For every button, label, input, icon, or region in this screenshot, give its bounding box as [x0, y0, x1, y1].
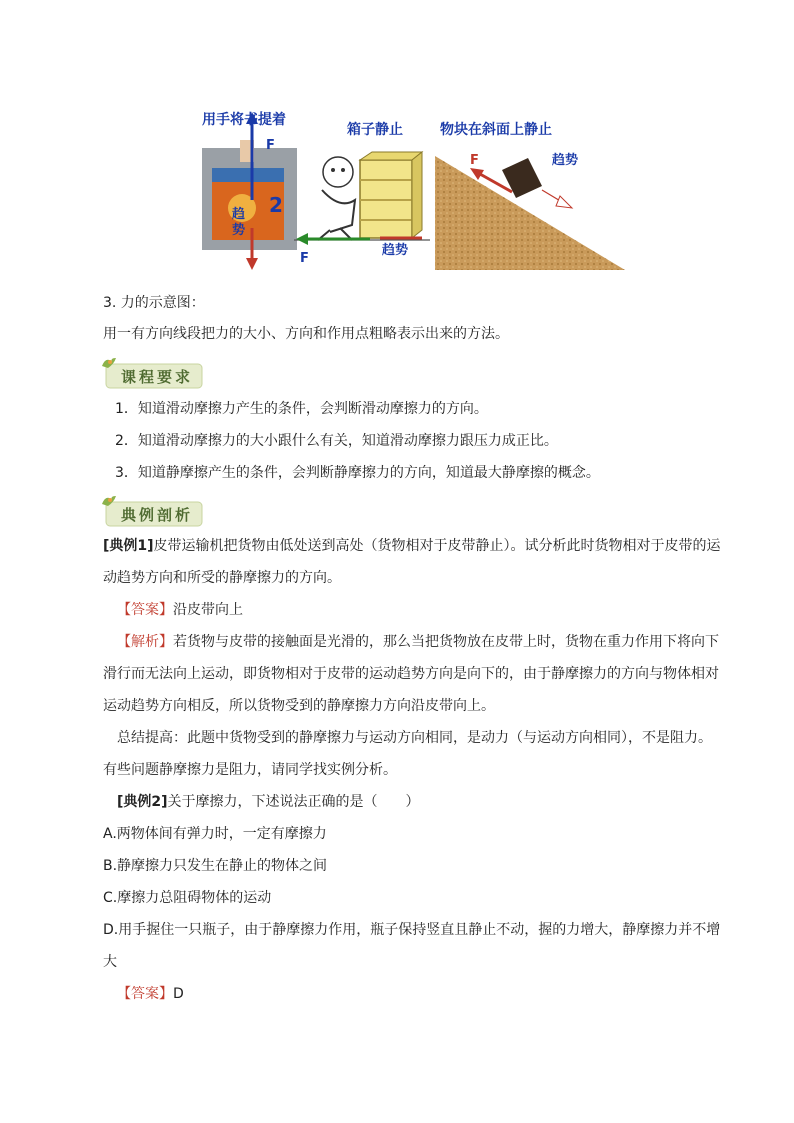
example2-question: [典例2]关于摩擦力，下述说法正确的是（ ）	[117, 794, 420, 810]
box-force-label: F	[300, 251, 309, 266]
static-friction-figure	[190, 100, 630, 275]
incline-trend-label: 趋势	[552, 153, 579, 168]
book-digit: 2	[269, 193, 283, 217]
incline-force-label: F	[470, 153, 479, 168]
answer-tag: 【答案】	[117, 986, 173, 1002]
requirement-item: 2．知道滑动摩擦力的大小跟什么有关，知道滑动摩擦力跟压力成正比。	[115, 433, 558, 449]
requirement-item: 1．知道滑动摩擦力产生的条件，会判断滑动摩擦力的方向。	[115, 401, 488, 417]
example1-summary: 总结提高：此题中货物受到的静摩擦力与运动方向相同，是动力（与运动方向相同），不是阻力。有些问题静摩擦力是阻力，请同学找实例分析。	[103, 730, 712, 778]
box-caption: 箱子静止	[347, 122, 403, 138]
section3-text: 用一有方向线段把力的大小、方向和作用点粗略表示出来的方法。	[103, 326, 509, 342]
block-on-incline	[502, 158, 542, 198]
example1-answer: 【答案】沿皮带向上	[117, 602, 243, 618]
option-c: C.摩擦力总阻碍物体的运动	[103, 890, 272, 906]
cartoon-head	[323, 157, 353, 187]
example2-answer: 【答案】D	[117, 986, 184, 1002]
example2-tag: [典例2]	[117, 794, 168, 810]
example1-analysis: 【解析】若货物与皮带的接触面是光滑的，那么当把货物放在皮带上时，货物在重力作用下将向下滑行而无法向上运动，即货物相对于皮带的运动趋势方向是向下的，由于静摩擦力的方向与物体相对运动趋势方向相反，所以货物受到的静摩擦力方向沿皮带向上。	[103, 634, 719, 714]
course-requirements-title: 课程要求	[120, 368, 193, 386]
box-trend-label: 趋势	[382, 243, 409, 258]
answer-tag: 【答案】	[117, 602, 173, 618]
upward-force-label: F	[266, 138, 275, 153]
cartoon-body	[322, 190, 355, 232]
example1-tag: [典例1]	[103, 538, 154, 554]
course-requirements-banner	[100, 356, 204, 390]
example-analysis-title: 典例剖析	[120, 506, 193, 524]
requirement-item: 3．知道静摩擦产生的条件，会判断静摩擦力的方向，知道最大静摩擦的概念。	[115, 465, 600, 481]
book-trend-char1: 趋	[232, 207, 246, 222]
option-b: B.静摩擦力只发生在静止的物体之间	[103, 858, 328, 874]
book-caption: 用手将书提着	[202, 112, 286, 128]
book-trend-char2: 势	[232, 223, 246, 238]
section3-heading: 3. 力的示意图：	[103, 295, 205, 311]
option-d: D.用手握住一只瓶子，由于静摩擦力作用，瓶子保持竖直且静止不动，握的力增大，静摩擦力并不增大	[103, 922, 721, 970]
incline-caption: 物块在斜面上静止	[440, 122, 552, 138]
example-analysis-banner	[100, 494, 204, 528]
example1-question: [典例1]皮带运输机把货物由低处送到高处（货物相对于皮带静止）。试分析此时货物相对于皮带的运动趋势方向和所受的静摩擦力的方向。	[103, 538, 721, 586]
option-a: A.两物体间有弹力时，一定有摩擦力	[103, 826, 327, 842]
friction-illustration	[190, 100, 630, 275]
analysis-tag: 【解析】	[117, 634, 173, 650]
